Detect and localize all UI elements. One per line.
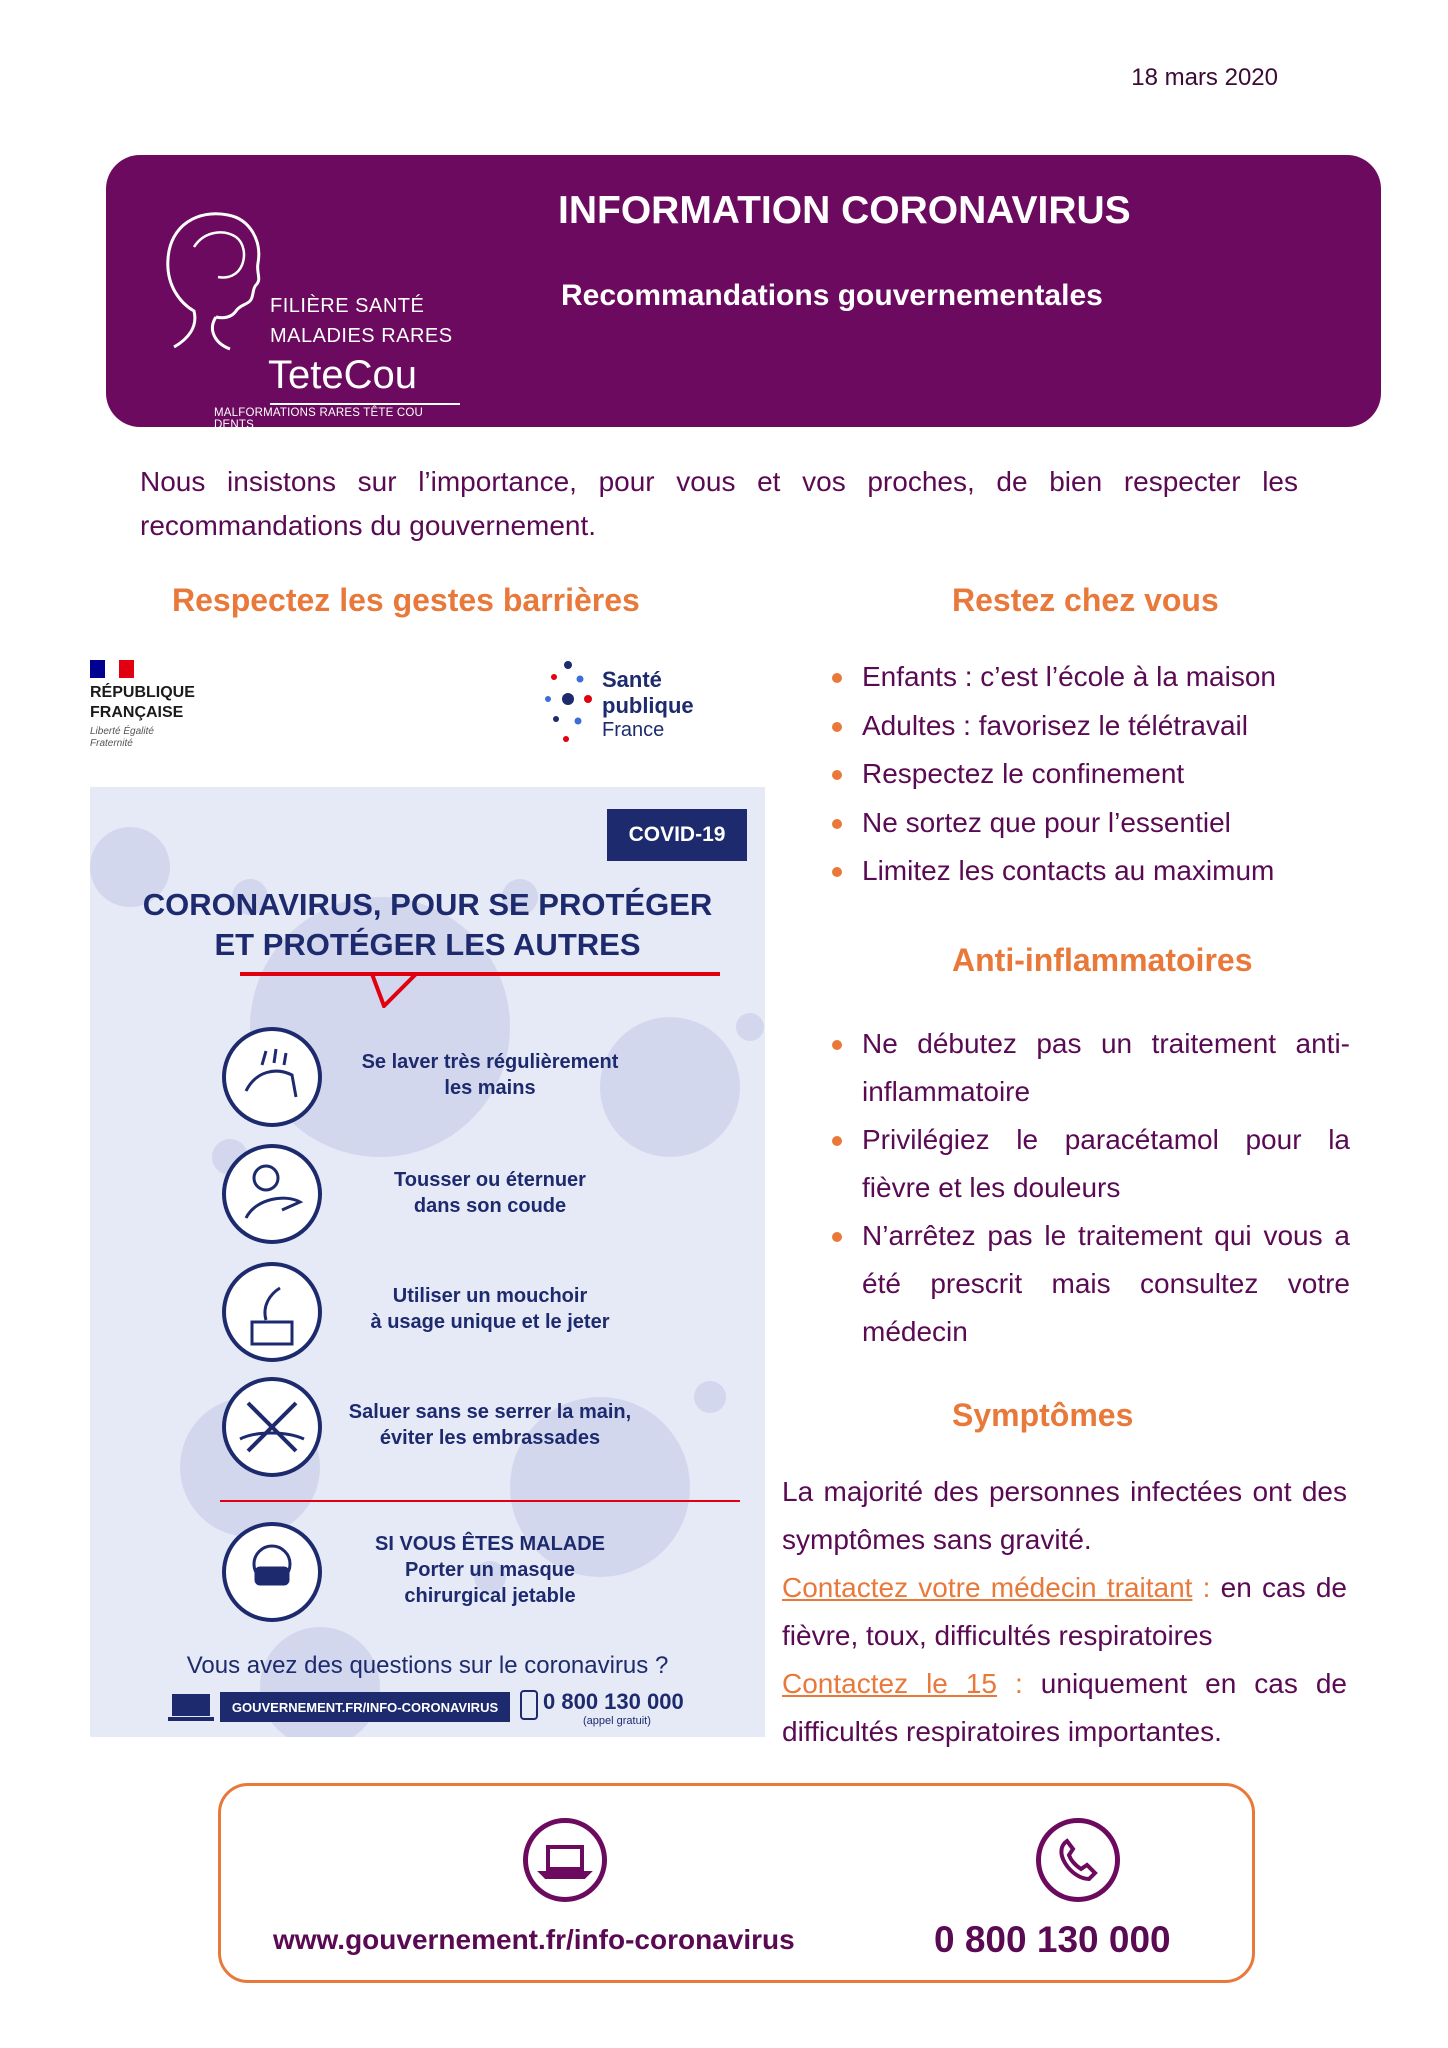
footer-url[interactable]: www.gouvernement.fr/info-coronavirus	[273, 1924, 795, 1955]
gesture-handshake-line1: Saluer sans se serrer la main,	[348, 1401, 632, 1423]
logo-line1: FILIÈRE SANTÉ	[270, 295, 425, 317]
french-flag-icon	[90, 660, 134, 678]
spf-line2: publique	[602, 693, 694, 718]
poster-phone: 0 800 130 000	[543, 1689, 684, 1714]
contact-doctor-link[interactable]: Contactez votre médecin traitant	[782, 1572, 1193, 1603]
heading-anti-inflammatory: Anti-inflammatoires	[952, 942, 1253, 978]
mask-icon	[222, 1522, 322, 1622]
gov-logo-line2: FRANÇAISE	[90, 704, 184, 721]
page-subtitle: Recommandations gouvernementales	[561, 279, 1103, 312]
list-item: Adultes : favorisez le télétravail	[822, 702, 1342, 751]
heading-symptoms: Symptômes	[952, 1397, 1134, 1433]
poster-title-line1: CORONAVIRUS, POUR SE PROTÉGER	[142, 887, 713, 922]
laptop-icon	[523, 1818, 607, 1902]
gesture-wash-line1: Se laver très régulièrement	[361, 1051, 619, 1073]
gesture-cough	[340, 1167, 640, 1219]
list-item: Limitez les contacts au maximum	[822, 847, 1342, 896]
gesture-no-handshake	[340, 1399, 640, 1451]
sick-line3: chirurgical jetable	[404, 1585, 576, 1607]
poster-divider	[220, 1500, 740, 1502]
symptoms-text	[782, 1468, 1347, 1756]
poster-title-rule	[240, 972, 720, 976]
list-item: Ne débutez pas un traitement anti-inflammatoire	[822, 1020, 1350, 1116]
logo-tagline: MALFORMATIONS RARES TÊTE COU DENTS	[214, 407, 424, 431]
list-item: Respectez le confinement	[822, 750, 1342, 799]
symptoms-paragraph: La majorité des personnes infectées ont des symptômes sans gravité.	[782, 1476, 1347, 1555]
logo-name: TeteCou	[268, 353, 417, 397]
anti-inflammatory-list	[822, 1020, 1350, 1356]
page-title: INFORMATION CORONAVIRUS	[558, 189, 1131, 232]
phone-icon	[1036, 1818, 1120, 1902]
spf-line3: France	[602, 719, 665, 741]
cough-elbow-icon	[222, 1144, 322, 1244]
contact-15-colon: :	[997, 1668, 1023, 1699]
poster-url: GOUVERNEMENT.FR/INFO-CORONAVIRUS	[220, 1692, 510, 1722]
contact-doctor-colon: :	[1192, 1572, 1211, 1603]
logo-underline	[270, 403, 460, 405]
laptop-icon	[168, 1692, 214, 1722]
dots-icon	[540, 655, 596, 751]
contact-15-link[interactable]: Contactez le 15	[782, 1668, 998, 1699]
sick-line2: Porter un masque	[404, 1559, 576, 1581]
contact-15-text: uniquement en cas de difficultés respiratoires importantes.	[782, 1668, 1347, 1747]
tissue-icon	[222, 1262, 322, 1362]
contact-doctor-text: en cas de fièvre, toux, difficultés respiratoires	[782, 1572, 1347, 1651]
gesture-tissue-line1: Utiliser un mouchoir	[392, 1285, 588, 1307]
sick-line1: SI VOUS ÊTES MALADE	[374, 1533, 606, 1555]
list-item: Privilégiez le paracétamol pour la fièvre et les douleurs	[822, 1116, 1350, 1212]
gov-logo-line1: RÉPUBLIQUE	[90, 684, 195, 701]
list-item: Enfants : c’est l’école à la maison	[822, 653, 1342, 702]
sante-publique-france-logo	[540, 655, 730, 755]
list-item: N’arrêtez pas le traitement qui vous a été prescrit mais consultez votre médecin	[822, 1212, 1350, 1356]
document-date: 18 mars 2020	[1131, 64, 1278, 91]
poster-free-call: (appel gratuit)	[583, 1715, 651, 1727]
poster-question: Vous avez des questions sur le coronavirus ?	[186, 1652, 669, 1679]
gov-logo-motto: Liberté Égalité Fraternité	[90, 726, 154, 749]
heading-gestures: Respectez les gestes barrières	[172, 582, 640, 618]
spf-line1: Santé	[602, 667, 662, 692]
tetecou-logo	[158, 207, 458, 431]
gesture-wash-line2: les mains	[444, 1077, 536, 1099]
head-profile-icon	[158, 207, 268, 357]
gesture-tissue-line2: à usage unique et le jeter	[370, 1311, 610, 1333]
header-banner	[106, 155, 1381, 431]
footer-contact-box	[218, 1783, 1255, 1983]
gesture-wash-hands	[340, 1049, 640, 1101]
gesture-cough-line2: dans son coude	[413, 1195, 567, 1217]
logo-line2: MALADIES RARES	[270, 325, 453, 347]
stay-home-list	[822, 653, 1342, 896]
gesture-handshake-line2: éviter les embrassades	[379, 1427, 601, 1449]
gesture-cough-line1: Tousser ou éternuer	[394, 1169, 586, 1191]
phone-icon	[520, 1690, 538, 1720]
gesture-sick	[340, 1531, 640, 1609]
republique-francaise-logo	[90, 660, 210, 765]
intro-paragraph: Nous insistons sur l’importance, pour vous et vos proches, de bien respecter les recommandations du gouvernement.	[140, 466, 1298, 541]
no-handshake-icon	[222, 1377, 322, 1477]
footer-phone[interactable]: 0 800 130 000	[934, 1919, 1171, 1960]
covid-poster	[90, 787, 765, 1737]
gesture-tissue	[340, 1283, 640, 1335]
list-item: Ne sortez que pour l’essentiel	[822, 799, 1342, 848]
poster-title-line2: ET PROTÉGER LES AUTRES	[214, 927, 641, 962]
covid-badge: COVID-19	[607, 809, 747, 861]
speech-pointer-icon	[370, 974, 420, 1008]
heading-stay-home: Restez chez vous	[952, 582, 1219, 618]
wash-hands-icon	[222, 1027, 322, 1127]
